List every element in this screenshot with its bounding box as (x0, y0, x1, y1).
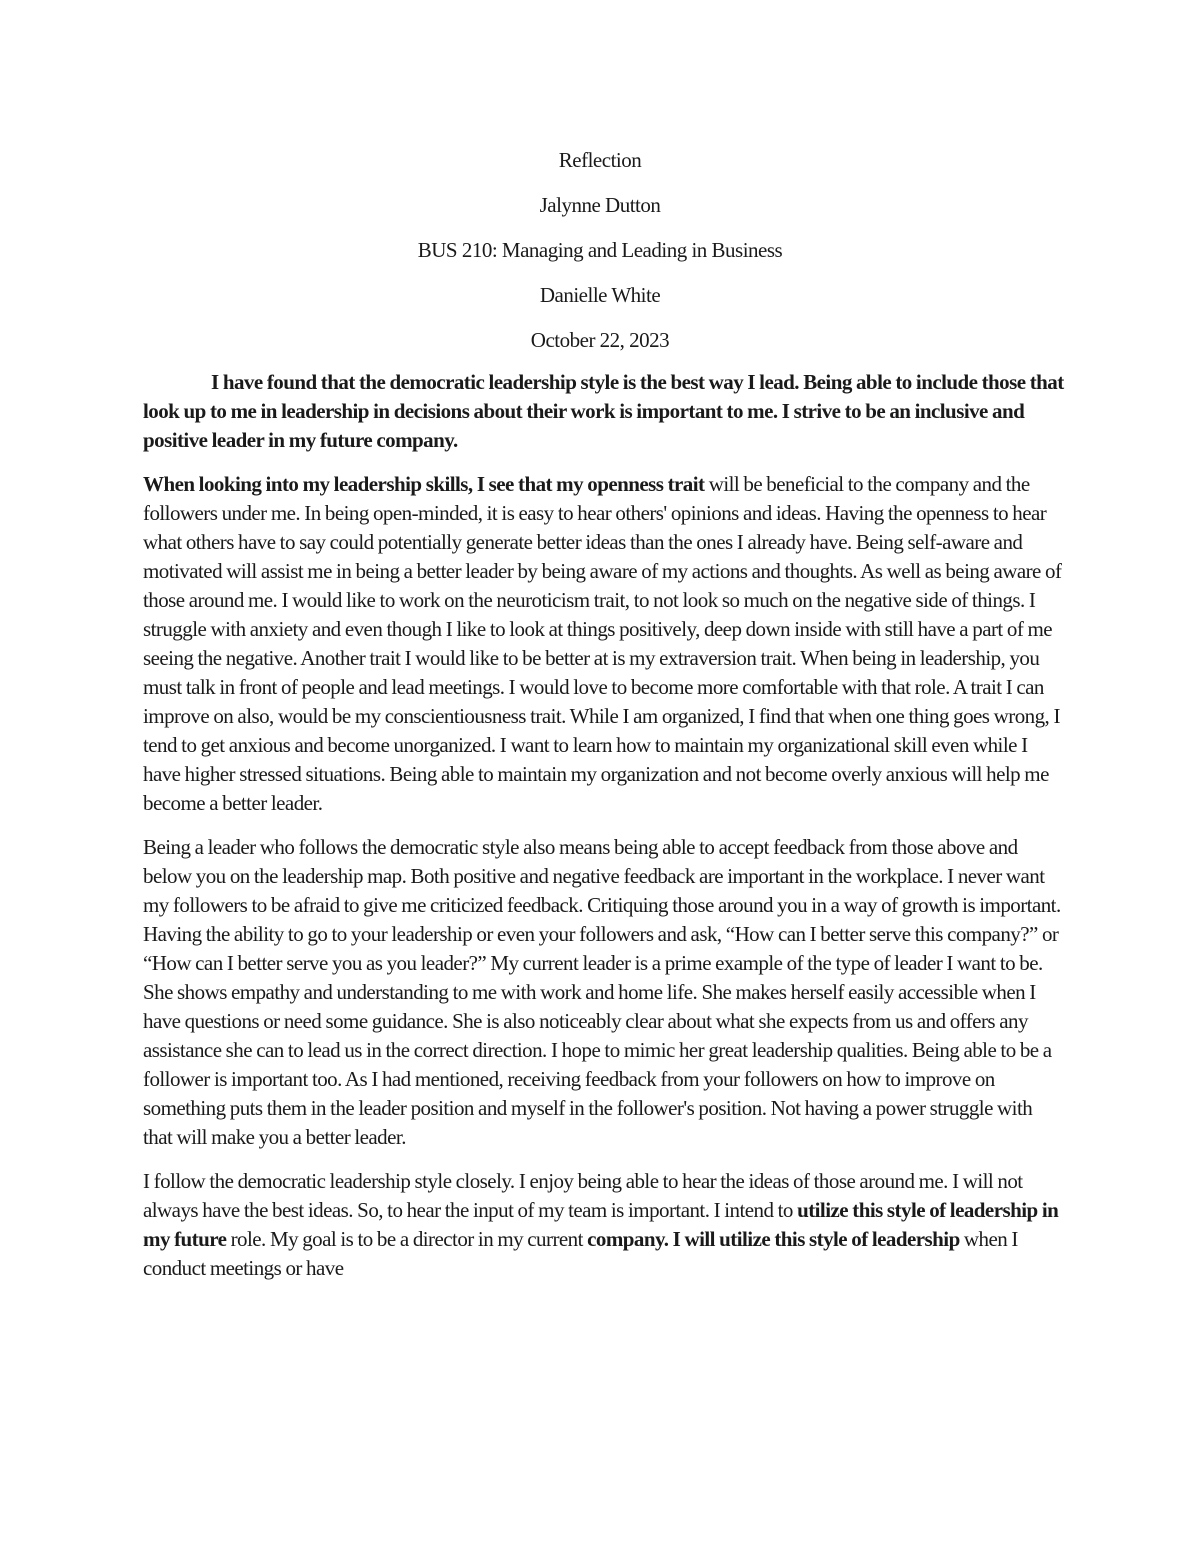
document-body (143, 368, 1065, 1298)
document-header (0, 138, 1200, 363)
paragraph-intro: I have found that the democratic leadership style is the best way I lead. Being able to include those that look up to me in leadership in decisions about their work is important to me. I strive to be an inclusive and positive leader in my future company. (143, 370, 1064, 452)
document-date: October 22, 2023 (530, 328, 670, 352)
paragraph-style-text-3: when I conduct meetings or have (143, 1227, 1018, 1280)
paragraph-feedback: Being a leader who follows the democratic style also means being able to accept feedback from those above and below you on the leadership map. Both positive and negative feedback are important in the workplace. I never want my followers to be afraid to give me criticized feedback. Critiquing those around you in a way of growth is important. Having the ability to go to your leadership or even your followers and ask, “How can I better serve this company?” or “How can I better serve you as you leader?” My current leader is a prime example of the type of leader I want to be. She shows empathy and understanding to me with work and home life. She makes herself easily accessible when I have questions or need some guidance. She is also noticeably clear about what she expects from us and offers any assistance she can to lead us in the correct direction. I hope to mimic her great leadership qualities. Being able to be a follower is important too. As I had mentioned, receiving feedback from your followers on how to improve on something puts them in the leader position and myself in the follower's position. Not having a power struggle with that will make you a better leader. (143, 835, 1061, 1149)
paragraph-style-bold-1: utilize this style of leadership in my future (143, 1198, 1059, 1251)
paragraph-style-text-1: I follow the democratic leadership style closely. I enjoy being able to hear the ideas of those around me. I will not always have the best ideas. So, to hear the input of my team is important. I intend to (143, 1169, 1023, 1222)
paragraph-style-bold-2: company. I will utilize this style of leadership (587, 1227, 960, 1251)
instructor-name: Danielle White (539, 283, 661, 307)
paragraph-traits-text: will be beneficial to the company and the followers under me. In being open-minded, it is easy to hear others' opinions and ideas. Having the openness to hear what others have to say could potentially generate better ideas than the ones I already have. Being self-aware and motivated will assist me in being a better leader by being aware of my actions and thoughts. As well as being aware of those around me. I would like to work on the neuroticism trait, to not look so much on the negative side of things. I struggle with anxiety and even though I like to look at things positively, deep down inside with still have a part of me seeing the negative. Another trait I would like to be better at is my extraversion trait. When being in leadership, you must talk in front of people and lead meetings. I would love to become more comfortable with that role. A trait I can improve on also, would be my conscientiousness trait. While I am organized, I find that when one thing goes wrong, I tend to get anxious and become unorganized. I want to learn how to maintain my organizational skill even while I have higher stressed situations. Being able to maintain my organization and not become overly anxious will help me become a better leader. (143, 472, 1062, 815)
document-title: Reflection (558, 148, 642, 172)
paragraph-style-text-2: role. My goal is to be a director in my current (226, 1227, 588, 1251)
author-name: Jalynne Dutton (539, 193, 661, 217)
course-name: BUS 210: Managing and Leading in Business (417, 238, 783, 262)
paragraph-traits (143, 470, 1065, 818)
paragraph-traits-bold: When looking into my leadership skills, I see that my openness trait (143, 472, 705, 496)
paragraph-style (143, 1167, 1065, 1283)
